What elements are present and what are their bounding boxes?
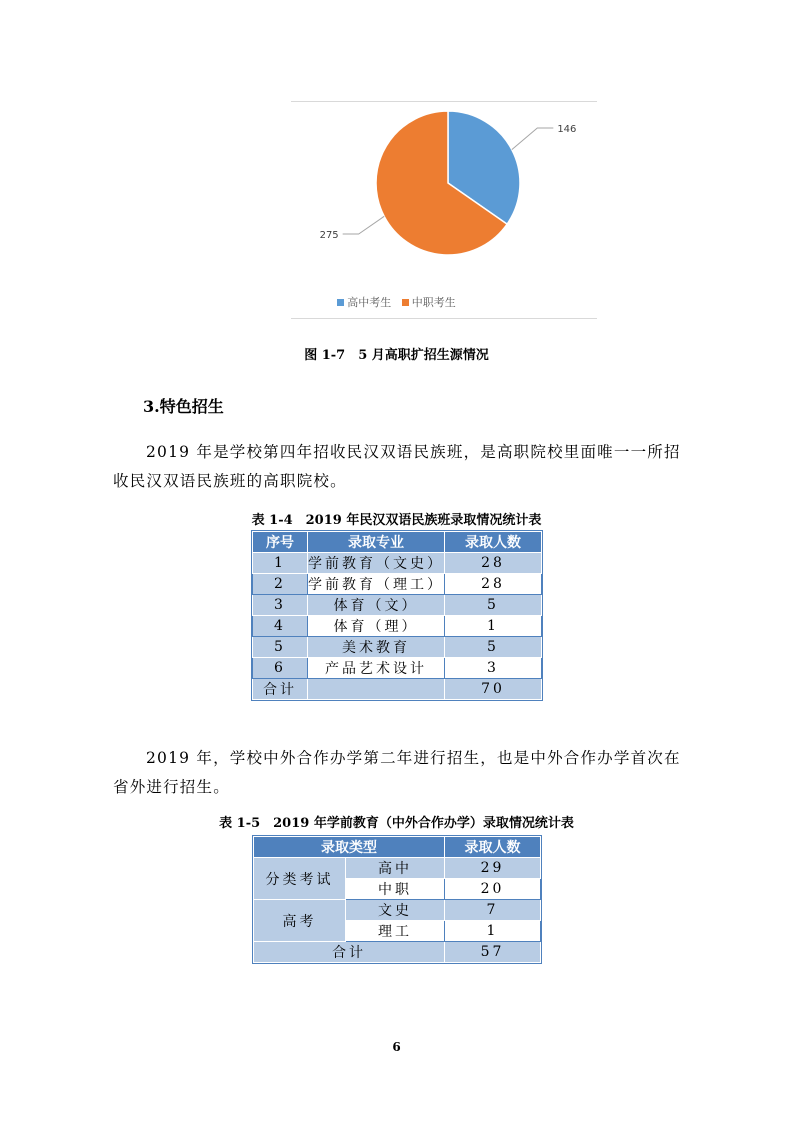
leader-line [343, 216, 385, 234]
table-header-row [254, 837, 541, 858]
table-cell: 学前教育（文史） [308, 553, 445, 574]
legend-swatch-icon [402, 299, 409, 306]
table-cell: 70 [445, 679, 542, 700]
table-row [254, 900, 541, 921]
table-cell: 中职 [346, 879, 445, 900]
table-sino-foreign-admission [253, 836, 541, 963]
table-cell: 理工 [346, 921, 445, 942]
table-row [253, 553, 542, 574]
legend-label: 中职考生 [411, 296, 456, 309]
column-header: 录取人数 [445, 532, 542, 553]
column-header: 录取专业 [308, 532, 445, 553]
chart-legend [0, 294, 793, 310]
table-cell: 体育（理） [308, 616, 445, 637]
legend-swatch-icon [337, 299, 344, 306]
table-cell: 1 [445, 616, 542, 637]
table-caption: 表 1-5 2019 年学前教育（中外合作办学）录取情况统计表 [219, 816, 574, 831]
table-header-row [253, 532, 542, 553]
table-cell: 57 [445, 942, 541, 963]
table-total-row [254, 942, 541, 963]
table-cell: 2 [253, 574, 308, 595]
table-cell: 文史 [346, 900, 445, 921]
leader-line [512, 128, 554, 150]
column-header: 录取人数 [445, 837, 541, 858]
group-cell: 分类考试 [254, 858, 346, 900]
table-cell: 体育（文） [308, 595, 445, 616]
table-row [253, 616, 542, 637]
table-row [253, 574, 542, 595]
table-cell: 美术教育 [308, 637, 445, 658]
table-cell: 学前教育（理工） [308, 574, 445, 595]
section-heading: 3.特色招生 [143, 397, 224, 416]
table-row [253, 637, 542, 658]
column-header: 序号 [253, 532, 308, 553]
table-row [253, 595, 542, 616]
page-number: 6 [392, 1040, 401, 1054]
paragraph: 2019 年，学校中外合作办学第二年进行招生，也是中外合作办学首次在省外进行招生。 [113, 749, 681, 796]
table-minhan-admission [252, 531, 542, 700]
table-row [253, 658, 542, 679]
table-cell: 28 [445, 553, 542, 574]
table-cell: 5 [445, 637, 542, 658]
table-cell: 5 [445, 595, 542, 616]
table-cell: 20 [445, 879, 541, 900]
data-label: 275 [319, 230, 339, 242]
table-cell: 6 [253, 658, 308, 679]
data-label: 146 [557, 123, 577, 135]
table-cell: 29 [445, 858, 541, 879]
table-cell: 产品艺术设计 [308, 658, 445, 679]
pie-chart [291, 102, 597, 292]
chart-frame-bottom [291, 318, 597, 319]
table-cell: 4 [253, 616, 308, 637]
table-cell: 1 [253, 553, 308, 574]
table-cell: 合计 [254, 942, 445, 963]
table-cell: 7 [445, 900, 541, 921]
table-cell: 5 [253, 637, 308, 658]
table-cell: 28 [445, 574, 542, 595]
table-cell: 3 [445, 658, 542, 679]
legend-item [337, 296, 391, 309]
table-cell: 合计 [253, 679, 308, 700]
table-cell: 3 [253, 595, 308, 616]
table-row [253, 679, 542, 700]
table-cell [308, 679, 445, 700]
table-row [254, 858, 541, 879]
table-caption: 表 1-4 2019 年民汉双语民族班录取情况统计表 [251, 513, 542, 528]
table-cell: 1 [445, 921, 541, 942]
table-cell: 高中 [346, 858, 445, 879]
figure-caption: 图 1-7 5 月高职扩招生源情况 [304, 348, 489, 363]
group-cell: 高考 [254, 900, 346, 942]
paragraph: 2019 年是学校第四年招收民汉双语民族班，是高职院校里面唯一一所招收民汉双语民族班的高职院校。 [113, 443, 681, 490]
legend-label: 高中考生 [347, 296, 392, 309]
column-header: 录取类型 [254, 837, 445, 858]
legend-item [402, 296, 456, 309]
